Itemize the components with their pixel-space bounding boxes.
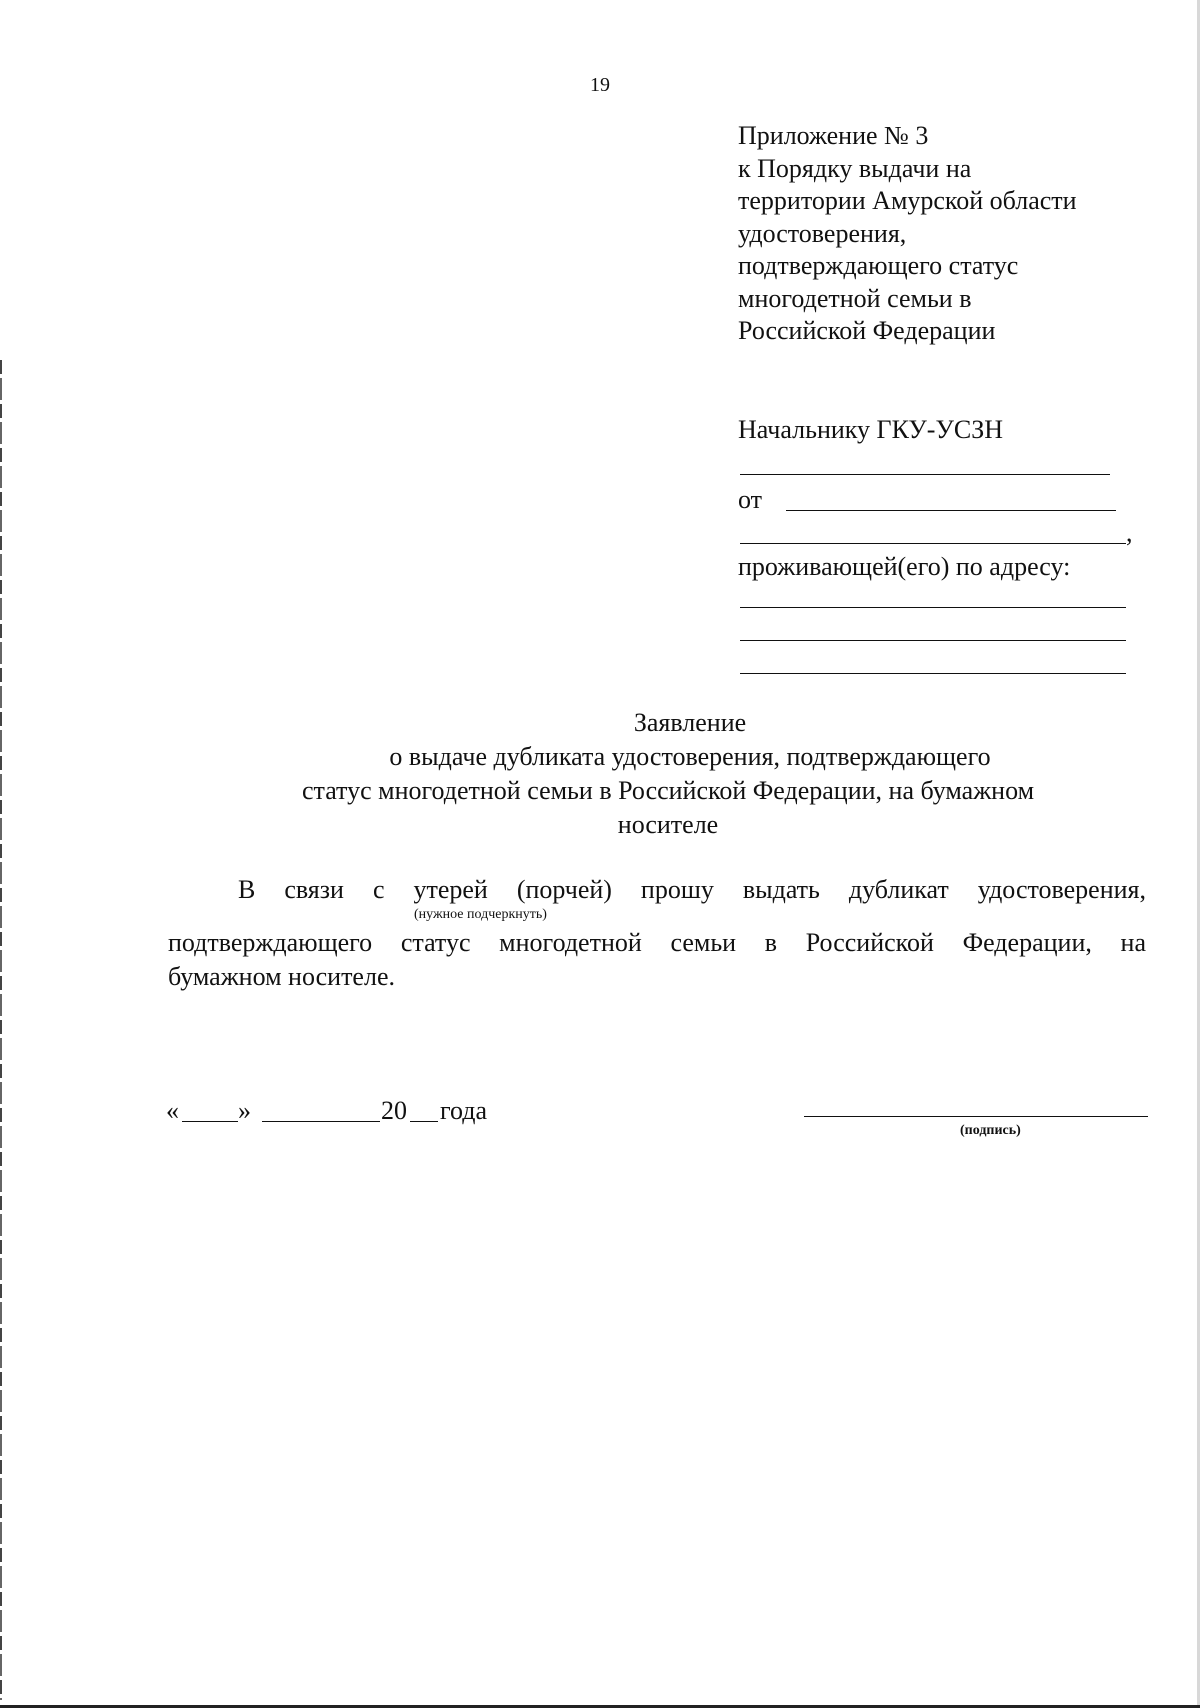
- date-year-suffix: года: [440, 1096, 488, 1125]
- comma: ,: [1126, 518, 1133, 547]
- appendix-block: [738, 120, 1077, 348]
- appendix-line: удостоверения,: [738, 218, 907, 248]
- address-field-1[interactable]: [740, 607, 1126, 608]
- date-year-prefix: 20: [381, 1096, 407, 1125]
- body-line-2: подтверждающего статус многодетной семьи в Российской Федерации, на: [168, 928, 1146, 957]
- title-line-1: о выдаче дубликата удостоверения, подтверждающего: [389, 742, 991, 771]
- date-open-quote: «: [166, 1096, 179, 1125]
- document-title: Заявление: [633, 708, 747, 737]
- appendix-line: к Порядку выдачи на: [738, 153, 972, 183]
- title-line-2: статус многодетной семьи в Российской Федерации, на бумажном: [301, 776, 1035, 805]
- appendix-line: территории Амурской области: [738, 186, 1077, 215]
- signature-caption: (подпись): [960, 1123, 1021, 1138]
- from-name-field-2[interactable]: [740, 543, 1126, 544]
- from-label: от: [738, 485, 763, 514]
- body-line-1: В связи с утерей (порчей) прошу выдать дубликат удостоверения,: [238, 875, 1146, 904]
- title-line-3: носителе: [617, 810, 719, 839]
- scan-edge-left: [0, 360, 2, 1700]
- addressee-to: Начальнику ГКУ-УСЗН: [738, 415, 1004, 444]
- appendix-line: Российской Федерации: [738, 316, 996, 345]
- date-year-field[interactable]: [410, 1121, 438, 1122]
- date-close-quote: »: [238, 1096, 251, 1125]
- addressee-name-field[interactable]: [740, 474, 1110, 475]
- date-day-field[interactable]: [182, 1121, 238, 1122]
- signature-field[interactable]: [804, 1116, 1148, 1117]
- body-line-3: бумажном носителе.: [168, 962, 395, 991]
- from-name-field[interactable]: [786, 510, 1116, 511]
- date-month-field[interactable]: [262, 1121, 380, 1122]
- appendix-line: подтверждающего статус: [738, 251, 1019, 280]
- appendix-line: многодетной семьи в: [738, 283, 972, 313]
- address-field-2[interactable]: [740, 640, 1126, 641]
- appendix-line: Приложение № 3: [738, 121, 929, 150]
- address-field-3[interactable]: [740, 673, 1126, 674]
- underline-note: (нужное подчеркнуть): [414, 907, 547, 922]
- address-label: проживающей(его) по адресу:: [738, 552, 1071, 581]
- page-number: 19: [590, 74, 610, 96]
